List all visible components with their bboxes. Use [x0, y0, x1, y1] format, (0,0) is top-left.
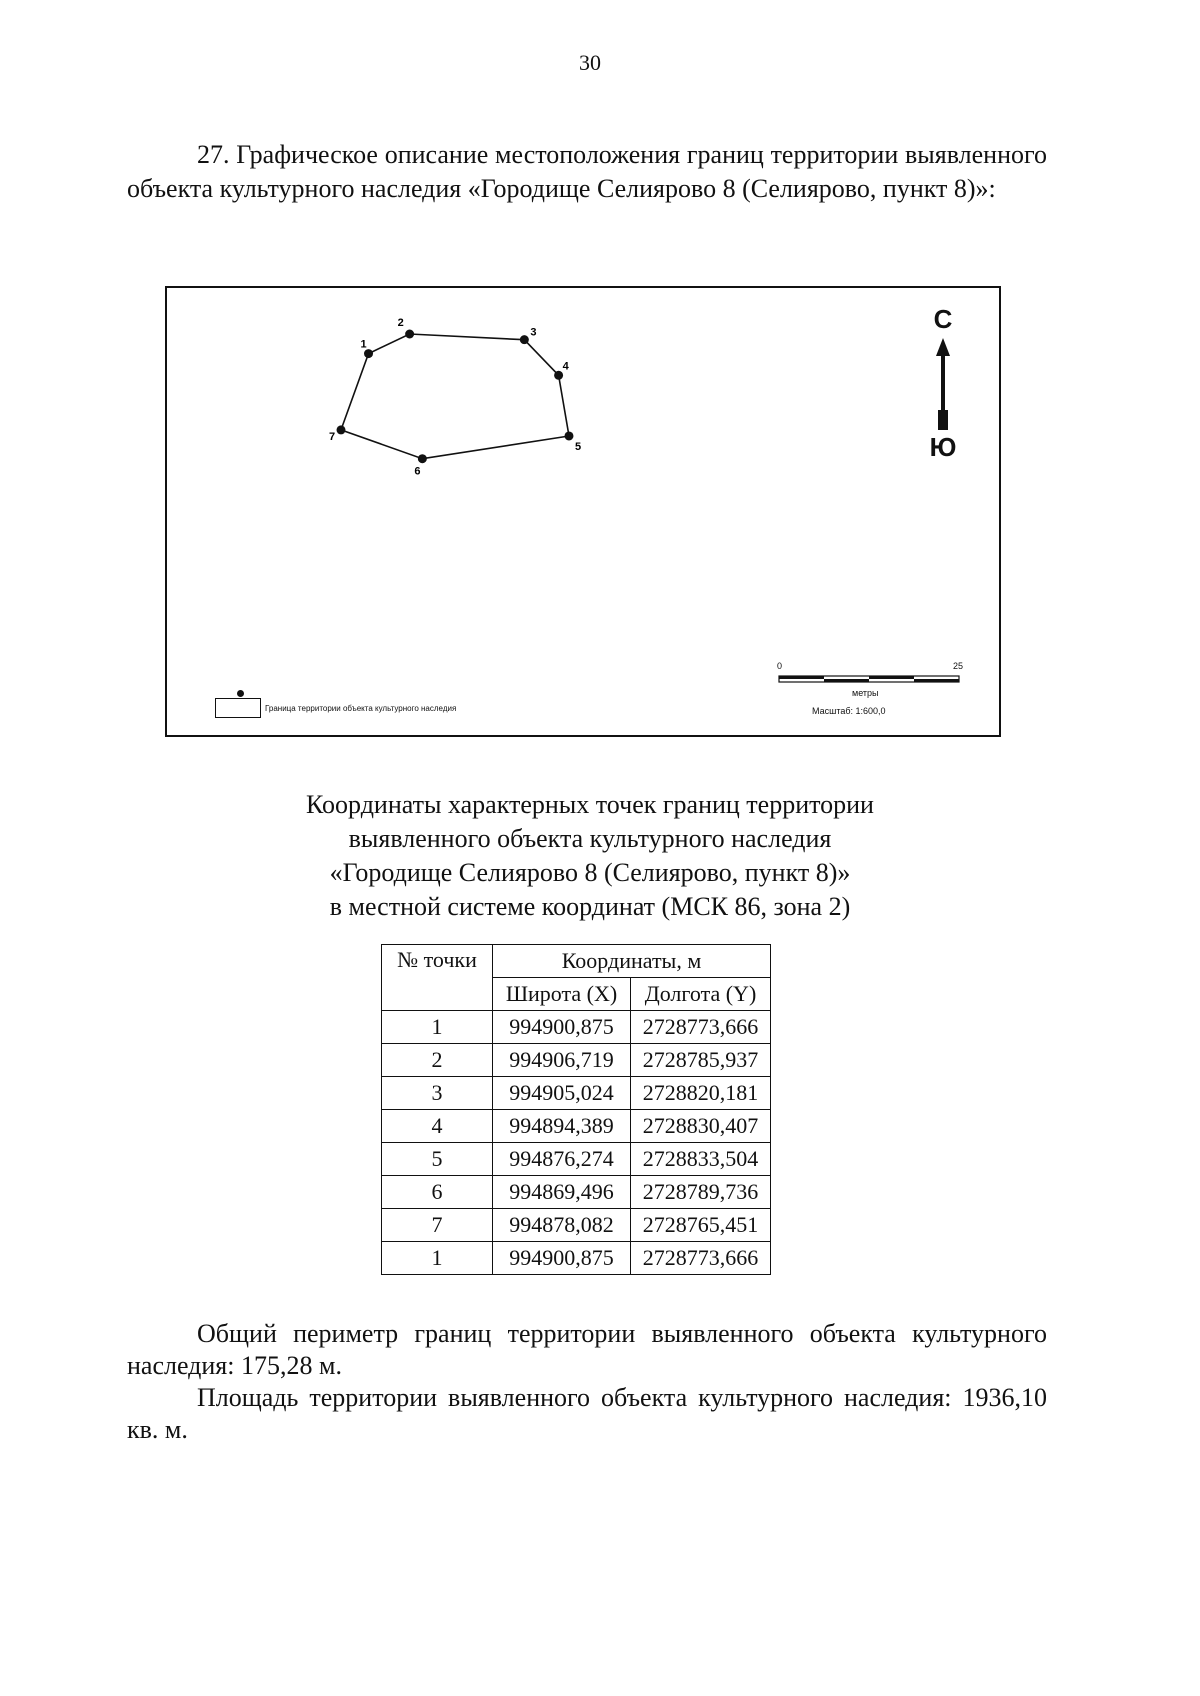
area-text: Площадь территории выявленного объекта культурного наследия: 1936,10 кв. м.	[127, 1383, 1047, 1444]
boundary-point-2	[405, 330, 414, 339]
table-row	[382, 1110, 771, 1143]
longitude-cell: 2728765,451	[631, 1209, 771, 1242]
point-number-cell: 5	[382, 1143, 493, 1176]
longitude-cell: 2728820,181	[631, 1077, 771, 1110]
latitude-cell: 994900,875	[493, 1242, 631, 1275]
boundary-point-5	[564, 431, 573, 440]
table-row	[382, 1143, 771, 1176]
scale-end-label: 25	[953, 661, 964, 671]
longitude-cell: 2728789,736	[631, 1176, 771, 1209]
legend-point-marker	[237, 690, 244, 697]
coordinates-header: Координаты, м	[493, 945, 771, 978]
table-row	[382, 1176, 771, 1209]
longitude-cell: 2728773,666	[631, 1011, 771, 1044]
boundary-polygon	[341, 334, 569, 459]
scale-ratio-label: Масштаб: 1:600,0	[812, 706, 886, 716]
latitude-cell: 994905,024	[493, 1077, 631, 1110]
scale-bar-segment	[914, 679, 959, 682]
point-number-cell: 6	[382, 1176, 493, 1209]
boundary-point-label: 5	[574, 440, 582, 453]
latitude-cell: 994876,274	[493, 1143, 631, 1176]
north-label: С	[933, 304, 953, 334]
scale-unit-label: метры	[852, 688, 879, 698]
longitude-header: Долгота (Y)	[631, 978, 771, 1011]
page-number: 30	[579, 50, 601, 75]
table-row	[382, 1209, 771, 1242]
scale-start-label: 0	[777, 661, 783, 671]
boundary-point-label: 6	[414, 465, 421, 478]
point-number-cell: 1	[382, 1242, 493, 1275]
boundary-point-7	[337, 425, 346, 434]
scale-bar-segment	[869, 676, 914, 679]
area-paragraph	[127, 1382, 1047, 1446]
section-heading: 27. Графическое описание местоположения границ территории выявленного объекта культурного наследия «Городище Селиярово 8 (Селиярово, пункт 8)»:	[127, 140, 1047, 203]
point-number-cell: 2	[382, 1044, 493, 1077]
north-arrow-tail	[938, 410, 948, 430]
south-label: Ю	[929, 432, 957, 462]
latitude-cell: 994900,875	[493, 1011, 631, 1044]
point-number-cell: 7	[382, 1209, 493, 1242]
table-row	[382, 1011, 771, 1044]
coordinates-title-line: «Городище Селиярово 8 (Селиярово, пункт 8)»	[329, 858, 851, 887]
table-row	[382, 1077, 771, 1110]
point-number-cell: 3	[382, 1077, 493, 1110]
longitude-cell: 2728773,666	[631, 1242, 771, 1275]
coordinates-table	[381, 944, 771, 1275]
boundary-point-label: 7	[329, 430, 336, 443]
point-number-cell: 1	[382, 1011, 493, 1044]
scale-bar-segment	[779, 676, 824, 679]
point-number-cell: 4	[382, 1110, 493, 1143]
boundary-point-label: 4	[562, 360, 569, 373]
boundary-map-drawing	[167, 288, 999, 735]
boundary-point-label: 2	[397, 317, 404, 329]
perimeter-paragraph	[127, 1318, 1047, 1382]
boundary-point-label: 1	[360, 338, 367, 351]
point-number-header: № точки	[382, 945, 493, 1011]
legend-text: Граница территории объекта культурного наследия	[265, 704, 457, 713]
legend-boundary-swatch	[215, 698, 261, 718]
boundary-point-6	[418, 454, 427, 463]
boundary-map	[165, 286, 1001, 737]
table-row	[382, 1044, 771, 1077]
table-header-row	[382, 945, 771, 978]
longitude-cell: 2728830,407	[631, 1110, 771, 1143]
latitude-cell: 994869,496	[493, 1176, 631, 1209]
latitude-cell: 994906,719	[493, 1044, 631, 1077]
boundary-point-3	[520, 335, 529, 344]
latitude-cell: 994894,389	[493, 1110, 631, 1143]
coordinates-title-line: Координаты характерных точек границ территории	[306, 790, 874, 819]
latitude-cell: 994878,082	[493, 1209, 631, 1242]
latitude-header: Широта (X)	[493, 978, 631, 1011]
coordinates-title	[0, 788, 1180, 924]
boundary-point-label: 3	[530, 326, 537, 339]
perimeter-text: Общий периметр границ территории выявленного объекта культурного наследия: 175,28 м.	[127, 1319, 1047, 1380]
north-arrow-icon	[936, 338, 950, 356]
longitude-cell: 2728833,504	[631, 1143, 771, 1176]
table-row	[382, 1242, 771, 1275]
coordinates-title-line: выявленного объекта культурного наследия	[348, 824, 832, 853]
coordinates-title-line: в местной системе координат (МСК 86, зона 2)	[329, 892, 851, 921]
scale-bar-segment	[824, 679, 869, 682]
longitude-cell: 2728785,937	[631, 1044, 771, 1077]
